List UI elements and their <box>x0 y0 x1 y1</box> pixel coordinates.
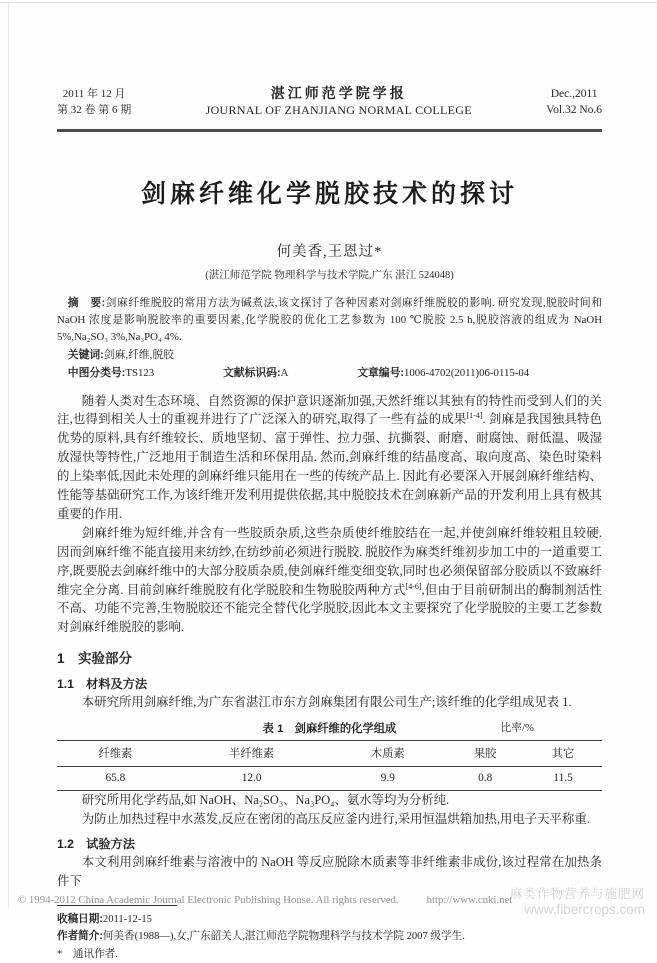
clc-pair <box>57 365 154 382</box>
table1-header-pectin: 果胶 <box>446 741 524 767</box>
journal-name <box>131 84 546 119</box>
cnki-url: http://www.cnki.net <box>426 894 513 906</box>
article-affiliation: (湛江师范学院 物理科学与技术学院,广东 湛江 524048) <box>205 269 454 281</box>
received-date-label: 收稿日期: <box>57 912 103 925</box>
issue-vol-cn: 第 32 卷 第 6 期 <box>57 103 132 116</box>
apparatus-paragraph: 为防止加热过程中水蒸发,反应在密闭的高压反应釜内进行,采用恒温烘箱加热,用电子天平称重. <box>81 812 590 827</box>
watermark-site-name: 麻类作物营养与施肥网 <box>509 887 645 901</box>
abstract-paragraph <box>57 295 602 346</box>
table1-value-other: 11.5 <box>553 772 573 785</box>
author-bio-line <box>57 928 602 946</box>
footnote-block <box>57 911 602 963</box>
subsection-heading-materials: 1.1 材料及方法 <box>57 677 148 692</box>
scan-edge-left <box>8 2 9 907</box>
table1-caption-row <box>57 720 602 736</box>
clc-label: 中图分类号: <box>67 366 126 379</box>
keywords-text: 剑麻,纤维,脱胶 <box>103 348 174 361</box>
table1-value-cellulose: 65.8 <box>105 772 126 785</box>
table1-header-hemicellulose: 半纤维素 <box>174 741 330 767</box>
author-bio-label: 作者简介: <box>57 930 103 943</box>
journal-header <box>57 84 602 119</box>
article-title: 剑麻纤维化学脱胶技术的探讨 <box>140 179 518 208</box>
table1-value-lignin: 9.9 <box>380 772 395 785</box>
issue-vol-en: Vol.32 No.6 <box>546 103 602 116</box>
table1-chemical-composition <box>57 740 602 791</box>
body-text <box>57 392 602 891</box>
table1-unit: 比率/% <box>500 722 534 735</box>
intro-paragraph-2: 剑麻纤维为短纤维,并含有一些胶质杂质,这些杂质使纤维胶结在一起,并使剑麻纤维较粗且较硬. 因而剑麻纤维不能直接用来纺纱,在纺纱前必须进行脱胶. 脱胶作为麻类纤维初步加工中的一道重要工序,既要脱去剑麻纤维中的大部分胶质杂质,使剑麻纤维变细变软,同时也必须保留部分胶质以不致麻纤维完全分离. 目前剑麻纤维脱胶有化学脱胶和生物脱胶两种方式[4-6],但由于目前研制出的酶制剂活性不高、功能不完善,生物脱胶还不能完全替代化学脱胶,因此本文主要探究了化学脱胶的主要工艺参数对剑麻纤维脱胶的影响. <box>57 525 602 635</box>
journal-issue-en <box>546 86 602 118</box>
header-rule <box>57 129 602 132</box>
copyright-text: © 1994-2012 China Academic Journal Electronic Publishing House. All rights reserved. <box>18 894 399 906</box>
table1-header-cellulose: 纤维素 <box>57 741 174 767</box>
issue-date-en: Dec.,2011 <box>550 87 598 100</box>
journal-name-cn: 湛江师范学院学报 <box>270 85 407 101</box>
clc-value: TS123 <box>125 366 155 379</box>
corresponding-author-line: * 通讯作者. <box>57 948 118 960</box>
doc-code-label: 文献标识码: <box>222 366 281 379</box>
table1-value-hemicellulose: 12.0 <box>241 772 262 785</box>
chemicals-paragraph: 研究所用化学药品,如 NaOH、Na₂SO₃、Na₃PO₄、氨水等均为分析纯. <box>81 793 450 808</box>
article-authors: 何美香,王恩过* <box>276 243 383 260</box>
article-id-label: 文章编号: <box>357 366 404 379</box>
watermark-site-url: www.fibercrops.com <box>524 902 645 917</box>
table1-value-pectin: 0.8 <box>478 772 493 785</box>
materials-paragraph: 本研究所用剑麻纤维,为广东省湛江市东方剑麻集团有限公司生产;该纤维的化学组成见表 1. <box>81 695 572 710</box>
keywords-line <box>57 347 602 364</box>
table1-header-other: 其它 <box>524 741 602 767</box>
journal-name-en: JOURNAL OF ZHANJIANG NORMAL COLLEGE <box>205 103 472 117</box>
table1-header-lignin: 木质素 <box>329 741 446 767</box>
table1-caption: 表 1 剑麻纤维的化学组成 <box>262 723 397 736</box>
method-paragraph: 本文利用剑麻纤维素与溶液中的 NaOH 等反应脱除木质素等非纤维素非成份,该过程常在加热条件下 <box>57 855 602 888</box>
classification-line <box>57 365 602 382</box>
author-bio-text: 何美香(1988—),女,广东韶关人,湛江师范学院物理科学与技术学院 2007 级学生. <box>102 931 465 943</box>
doc-code-pair <box>212 365 288 382</box>
watermark <box>510 887 645 917</box>
article-id-pair <box>346 365 529 382</box>
doc-code-value: A <box>280 366 289 379</box>
subsection-heading-method: 1.2 试验方法 <box>57 837 135 851</box>
intro-paragraph-1: 随着人类对生态环境、自然资源的保护意识逐渐加强,天然纤维以其独有的特性而受到人们的关注,也得到相关人士的重视并进行了广泛深入的研究,取得了一些有益的成果[1-4]. 剑麻是我国独具特色优势的原料,具有纤维较长、质地坚韧、富于弹性、拉力强、抗撕裂、耐磨、耐腐蚀、耐低温、吸湿放湿快等特性,广泛地用于制造生活和环保用品. 然而,剑麻纤维的结晶度高、取向度高、染色时染料的上染率低,因此未处理的剑麻纤维只能用在一些的传统产品上. 因此有必要深入开展剑麻纤维结构、性能等基础研究工作,为该纤维开发利用提供依据,其中脱胶技术在剑麻新产品的开发利用上具有极其重要的作用. <box>57 393 602 521</box>
table1-header-row <box>57 741 602 767</box>
article-id-value: 1006-4702(2011)06-0115-04 <box>403 366 530 379</box>
abstract-label: 摘 要: <box>67 296 106 309</box>
section-heading-experiment: 1 实验部分 <box>57 651 133 667</box>
abstract-text: 剑麻纤维脱胶的常用方法为碱煮法,该文探讨了各种因素对剑麻纤维脱胶的影响. 研究发现,脱胶时间和 NaOH 浓度是影响脱胶率的重要因素,化学脱胶的优化工艺参数为 100 ℃脱胶 2.5 h,脱胶溶液的组成为 NaOH 5%,Na₂SO₃ 3%,Na₃PO₄ 4%. <box>57 296 602 343</box>
issue-date-cn: 2011 年 12 月 <box>62 87 126 100</box>
table1-value-row <box>57 767 602 791</box>
journal-issue-cn <box>57 86 131 118</box>
keywords-label: 关键词: <box>67 348 104 361</box>
received-date-value: 2011-12-15 <box>102 913 152 925</box>
page-content <box>57 0 602 963</box>
